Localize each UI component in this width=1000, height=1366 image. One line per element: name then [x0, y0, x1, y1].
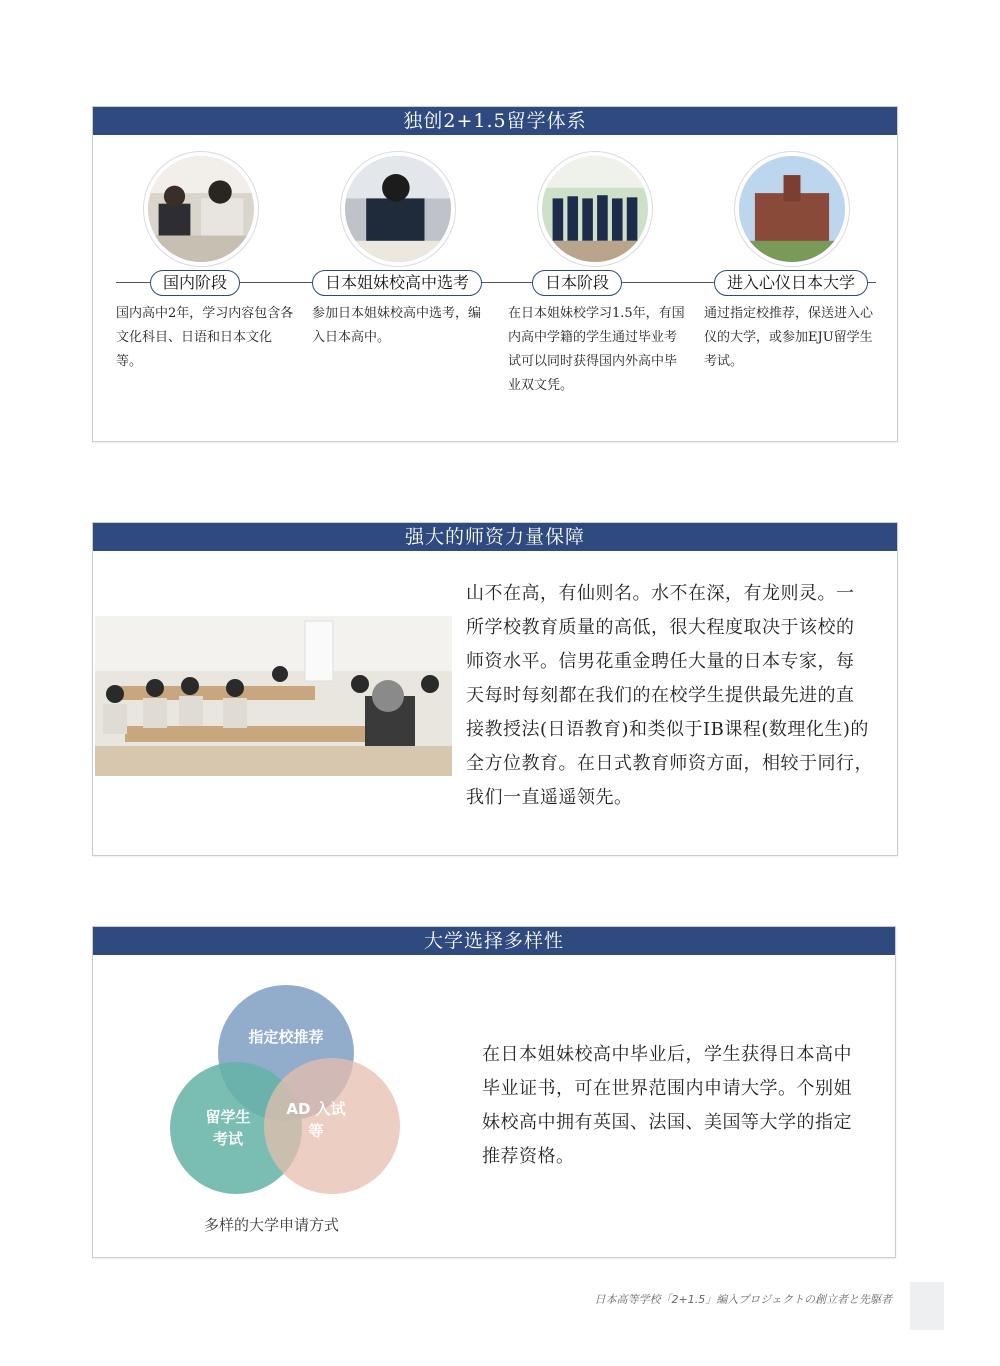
- page-number-tab: [910, 1282, 944, 1330]
- stage-label-university: 进入心仪日本大学: [714, 270, 868, 296]
- university-building-photo: [739, 156, 845, 262]
- university-line: 妹校高中拥有英国、法国、美国等大学的指定: [482, 1112, 852, 1133]
- university-panel-title: 大学选择多样性: [93, 927, 895, 955]
- teachers-line: 天每时每刻都在我们的在校学生提供最先进的直: [466, 685, 855, 706]
- teachers-line: 山不在高，有仙则名。水不在深，有龙则灵。一: [466, 583, 855, 604]
- stage-desc-domestic: 国内高中2年，学习内容包含各文化科目、日语和日本文化等。: [116, 306, 294, 369]
- footer-text: 日本高等学校「2+1.5」編入プロジェクトの創立者と先駆者: [594, 1293, 892, 1306]
- venn-label-ad: AD 入试等: [286, 1100, 346, 1140]
- stage-label-japan: 日本阶段: [532, 270, 622, 296]
- teachers-line: 我们一直遥遥领先。: [466, 787, 633, 808]
- teachers-line: 所学校教育质量的高低，很大程度取决于该校的: [466, 617, 855, 638]
- university-line: 在日本姐妹校高中毕业后，学生获得日本高中: [482, 1044, 852, 1065]
- teachers-meeting-photo: [95, 616, 452, 776]
- university-paragraph: [482, 1038, 882, 1174]
- exam-student-photo: [345, 156, 451, 262]
- teachers-line: 全方位教育。在日式教育师资方面，相较于同行，: [466, 753, 873, 774]
- stage-label-domestic: 国内阶段: [150, 270, 240, 296]
- teachers-line: 师资水平。信男花重金聘任大量的日本专家，每: [466, 651, 855, 672]
- stage-label-selection: 日本姐妹校高中选考: [312, 270, 482, 296]
- university-line: 推荐资格。: [482, 1146, 575, 1167]
- venn-label-recommendation: 指定校推荐: [248, 1028, 324, 1046]
- group-students-photo: [542, 156, 648, 262]
- teachers-line: 接教授法(日语教育)和类似于IB课程(数理化生)的: [466, 719, 869, 740]
- venn-circle-ad: [264, 1058, 400, 1194]
- stage-desc-selection: 参加日本姐妹校高中选考，编入日本高中。: [312, 306, 482, 345]
- teachers-panel-title: 强大的师资力量保障: [93, 523, 897, 551]
- university-line: 毕业证书，可在世界范围内申请大学。个别姐: [482, 1078, 852, 1099]
- venn-caption: 多样的大学申请方式: [204, 1216, 340, 1234]
- venn-label-eju: 留学生考试: [205, 1108, 251, 1148]
- teachers-paragraph: [466, 577, 896, 815]
- classroom-students-photo: [148, 156, 254, 262]
- stage-desc-university: 通过指定校推荐，保送进入心仪的大学，或参加EJU留学生考试。: [704, 306, 874, 369]
- stage-desc-japan: 在日本姐妹校学习1.5年，有国内高中学籍的学生通过毕业考试可以同时获得国内外高中毕业双文凭。: [508, 306, 685, 393]
- system-panel-title: 独创2+1.5留学体系: [93, 107, 897, 135]
